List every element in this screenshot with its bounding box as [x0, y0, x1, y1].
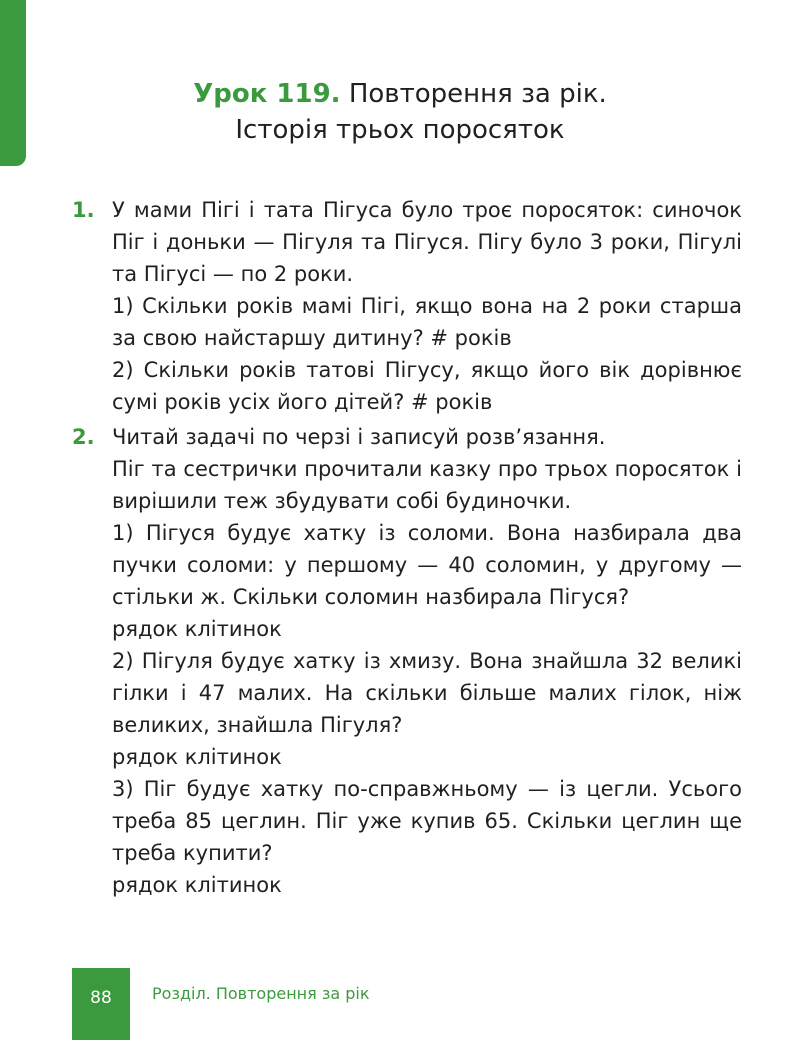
page-number: 88: [90, 988, 112, 1008]
page-number-box: [72, 968, 130, 1040]
task-2: [72, 421, 742, 901]
task-question: 2) Скільки років татові Пігусу, якщо його вік дорівнює сумі років усіх його дітей? # років: [112, 358, 742, 414]
answer-placeholder: рядок клітинок: [112, 873, 282, 897]
task-number: 1.: [72, 198, 95, 222]
task-instruction: Читай задачі по черзі і записуй розв’язання.: [112, 425, 606, 449]
answer-placeholder: рядок клітинок: [112, 745, 282, 769]
task-body: [112, 421, 742, 901]
task-question: 1) Скільки років мамі Пігі, якщо вона на 2 роки старша за свою найстаршу дитину? # років: [112, 294, 742, 350]
lesson-number: Урок 119.: [193, 79, 341, 109]
task-question: 1) Пігуся будує хатку із соломи. Вона назбирала два пучки соломи: у першому — 40 соломин, у другому — стільки ж. Скільки соломин назбирала Пігуся?: [112, 521, 742, 609]
task-body: [112, 194, 742, 418]
title-line-2: Історія трьох поросяток: [235, 115, 565, 145]
title-line-1: [0, 76, 800, 112]
task-text: Піг та сестрички прочитали казку про трьох поросяток і вирішили теж збудувати собі будиночки.: [112, 457, 742, 513]
section-name: Розділ. Повторення за рік: [152, 984, 370, 1003]
lesson-title: [0, 76, 800, 148]
task-text: У мами Пігі і тата Пігуса було троє поросяток: синочок Піг і доньки — Пігуля та Пігуся. Пігу було 3 роки, Пігулі та Пігусі — по 2 роки.: [112, 198, 742, 286]
task-1: [72, 194, 742, 418]
task-number: 2.: [72, 425, 95, 449]
answer-placeholder: рядок клітинок: [112, 617, 282, 641]
lesson-subject: Повторення за рік.: [348, 79, 607, 109]
task-question: 3) Піг будує хатку по-справжньому — із цегли. Усього треба 85 цеглин. Піг уже купив 65. Скільки цеглин ще треба купити?: [112, 777, 742, 865]
task-question: 2) Пігуля будує хатку із хмизу. Вона знайшла 32 великі гілки і 47 малих. На скільки більше малих гілок, ніж великих, знайшла Пігуля?: [112, 649, 742, 737]
